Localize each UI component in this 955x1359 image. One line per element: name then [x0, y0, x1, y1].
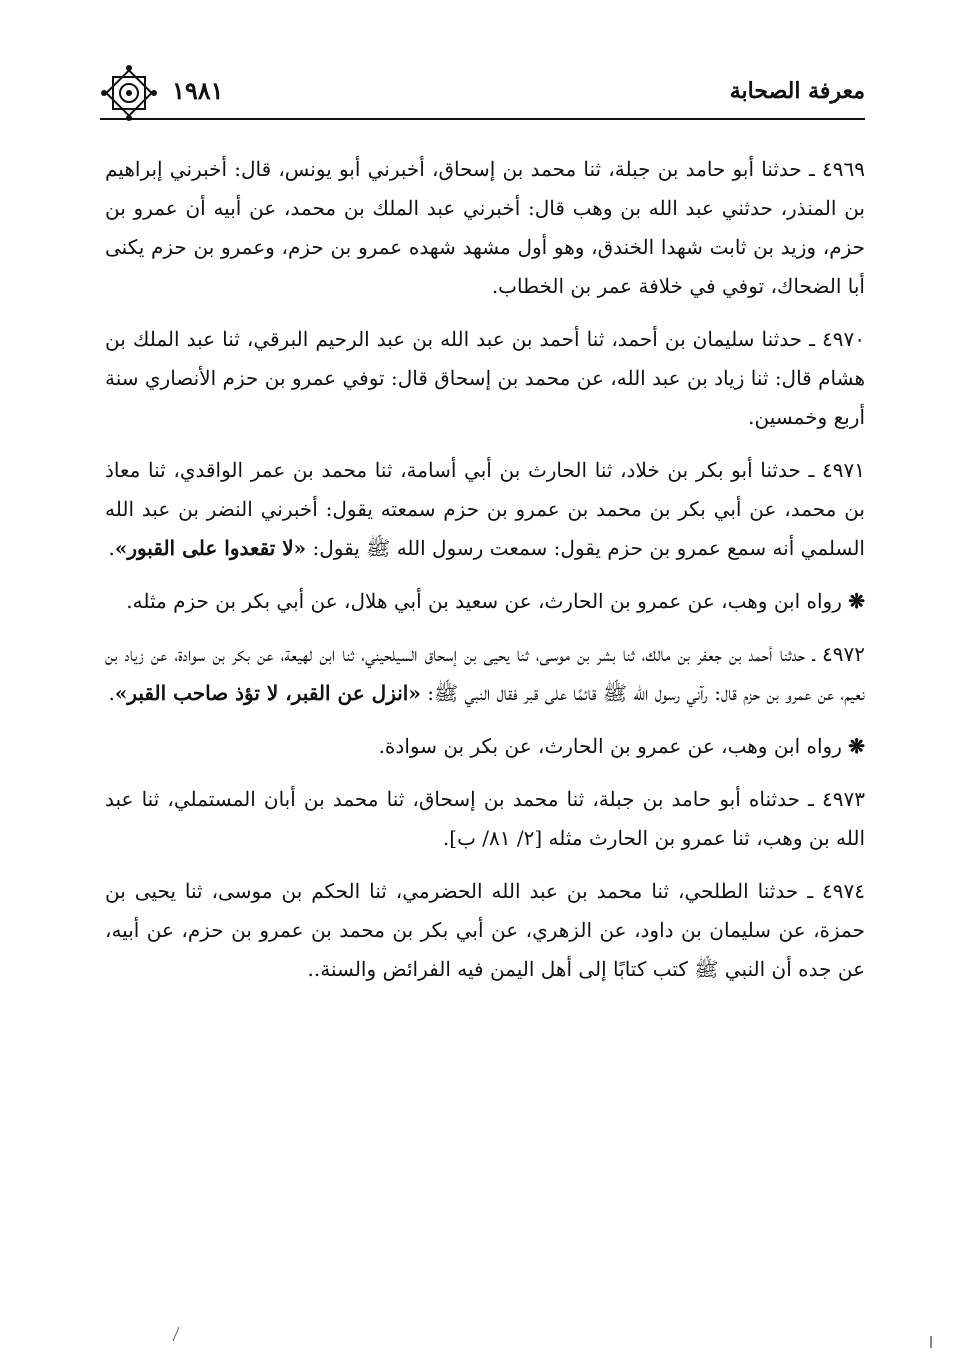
note-text: رواه ابن وهب، عن عمرو بن الحارث، عن بكر بن سوادة.	[378, 734, 849, 758]
hadith-number: ٤٩٧١	[822, 458, 865, 482]
hadith-number: ٤٩٦٩	[822, 157, 865, 181]
hadith-text: ـ حدثناه أبو حامد بن جبلة، ثنا محمد بن إسحاق، ثنا محمد بن أبان المستملي، ثنا عبد الله بن وهب، ثنا عمرو بن الحارث مثله [٢/ ٨١/ ب].	[105, 787, 865, 850]
running-header	[100, 70, 865, 118]
header-rule	[100, 118, 865, 120]
hadith-paragraph	[105, 872, 865, 989]
hadith-text: ـ حدثنا أبو حامد بن جبلة، ثنا محمد بن إسحاق، أخبرني أبو يونس، قال: أخبرني إبراهيم بن المنذر، حدثني عبد الله بن وهب قال: أخبرني عبد الملك بن محمد، عن أبيه أن عمرو بن حزم، وزيد بن ثابت شهدا الخندق، وهو أول مشهد شهده عمرو بن حزم، وعمرو بن حزم يكنى أبا الضحاك، توفي في خلافة عمر بن الخطاب.	[105, 157, 865, 298]
note-text: رواه ابن وهب، عن عمرو بن الحارث، عن سعيد بن أبي هلال، عن أبي بكر بن حزم مثله.	[126, 589, 849, 613]
hadith-number: ٤٩٧٤	[822, 879, 865, 903]
header-title: معرفة الصحابة	[729, 78, 865, 104]
hadith-text: ـ حدثنا أحمد بن جعفر بن مالك، ثنا بشر بن موسى، ثنا يحيى بن إسحاق السيلحيني، ثنا ابن لهيعة، عن بكر بن سوادة، عن زياد بن نعيم، عن عمرو بن حزم قال: رآني رسول الله ﷺ قائمًا على قبر فقال النبي ﷺ:	[105, 642, 865, 705]
hadith-number: ٤٩٧٣	[822, 787, 865, 811]
page-number: ١٩٨١	[172, 76, 224, 105]
hadith-paragraph	[105, 635, 865, 713]
hadith-paragraph	[105, 320, 865, 437]
scan-mark	[172, 1326, 180, 1342]
note-paragraph	[105, 727, 865, 766]
hadith-number: ٤٩٧٠	[822, 327, 865, 351]
asterism-icon: ❋	[848, 734, 865, 758]
hadith-text: ـ حدثنا أبو بكر بن خلاد، ثنا الحارث بن أبي أسامة، ثنا محمد بن عمر الواقدي، ثنا معاذ بن محمد، عن أبي بكر بن محمد بن عمرو بن حزم سمعته يقول: أخبرني النضر بن عبد الله السلمي أنه سمع عمرو بن حزم يقول: سمعت رسول الله ﷺ يقول:	[105, 458, 865, 560]
hadith-paragraph	[105, 451, 865, 568]
hadith-number: ٤٩٧٢	[822, 642, 865, 666]
hadith-paragraph	[105, 780, 865, 858]
text-body	[105, 150, 865, 1003]
hadith-text: ـ حدثنا الطلحي، ثنا محمد بن عبد الله الحضرمي، ثنا الحكم بن موسى، ثنا يحيى بن حمزة، عن سليمان بن داود، عن الزهري، عن أبي بكر بن محمد بن عمرو بن حزم، عن أبيه، عن جده أن النبي ﷺ كتب كتابًا إلى أهل اليمن فيه الفرائض والسنة..	[105, 879, 865, 981]
hadith-text: ـ حدثنا سليمان بن أحمد، ثنا أحمد بن عبد الله بن عبد الرحيم البرقي، ثنا عبد الملك بن هشام قال: ثنا زياد بن عبد الله، عن محمد بن إسحاق قال: توفي عمرو بن حزم الأنصاري سنة أربع وخمسين.	[105, 327, 865, 429]
hadith-tail: .	[108, 536, 115, 560]
star-rosette-ornament-icon	[100, 64, 158, 122]
note-paragraph	[105, 582, 865, 621]
asterism-icon: ❋	[848, 589, 865, 613]
hadith-paragraph	[105, 150, 865, 306]
hadith-tail: .	[108, 681, 115, 705]
prophetic-quote: «انزل عن القبر، لا تؤذ صاحب القبر»	[114, 681, 421, 705]
prophetic-quote: «لا تقعدوا على القبور»	[114, 536, 307, 560]
scan-edge-mark	[930, 1336, 932, 1348]
